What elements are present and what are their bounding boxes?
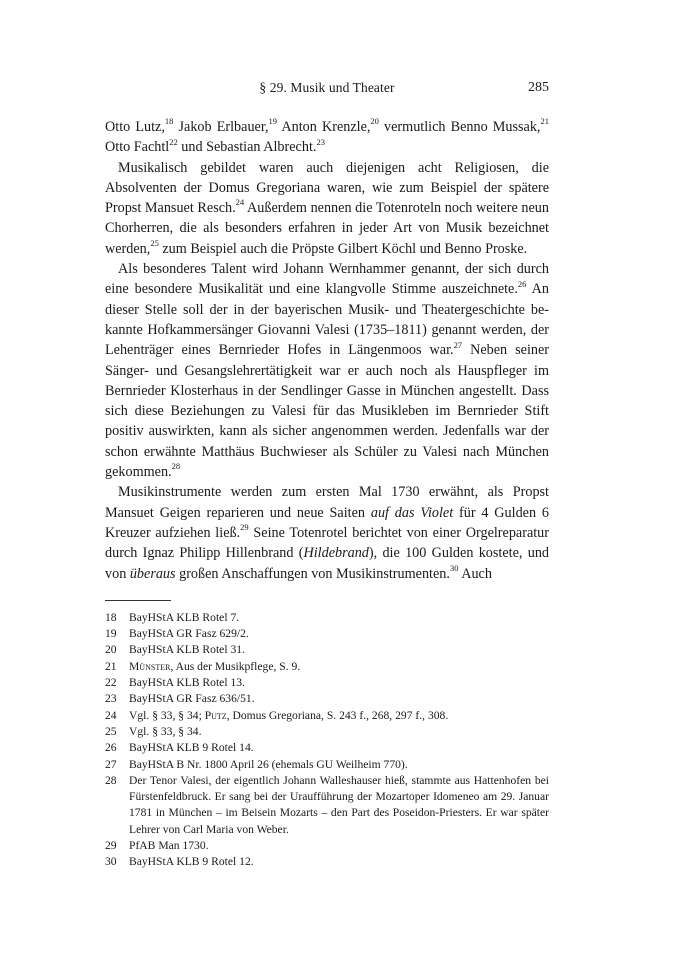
text-run: Jakob Erlbauer, [173, 119, 269, 135]
footnote-ref: 28 [171, 461, 181, 472]
footnote [105, 675, 549, 691]
footnote-number: 22 [105, 676, 117, 690]
footnote-number: 28 [105, 773, 117, 787]
footnote-text [129, 854, 549, 870]
text-run: BayHStA KLB 9 Rotel 14. [129, 741, 254, 755]
footnote [105, 691, 549, 707]
text-run: Seine Totenrotel berichtet von einer Orgelreparatur durch Ignaz Philipp Hillenbrand ( [105, 524, 549, 562]
footnote [105, 626, 549, 642]
footnote-number: 26 [105, 741, 117, 755]
text-run: PfAB Man 1730. [129, 838, 209, 852]
footnote [105, 659, 549, 675]
footnote-ref: 30 [449, 562, 459, 573]
footnote-number: 18 [105, 610, 117, 624]
footnote-number: 21 [105, 659, 117, 673]
footnote-text [129, 773, 549, 838]
footnote-separator [105, 600, 171, 601]
text-run: BayHStA GR Fasz 636/51. [129, 692, 255, 706]
footnote-ref: 19 [268, 116, 278, 127]
footnote-text [129, 757, 549, 773]
footnote [105, 838, 549, 854]
italic-text: überaus [129, 565, 176, 582]
text-run: großen Anschaffungen von Musikinstrumenten. [175, 565, 450, 582]
footnote-ref: 27 [453, 339, 463, 350]
footnote-ref: 29 [240, 522, 249, 533]
footnote-ref: 26 [517, 278, 527, 289]
text-run: BayHStA KLB Rotel 7. [129, 610, 240, 624]
footnote-ref: 24 [235, 197, 245, 208]
footnote-text [129, 675, 549, 691]
text-run: BayHStA KLB 9 Rotel 12. [129, 855, 254, 869]
text-run: Außerdem nennen die Totenroteln noch weitere neun Chorherren, die als besonders erfahren in jeder Art von Musik bezeichnet werden, [105, 200, 549, 257]
chapter-title: § 29. Musik und Theater [259, 80, 395, 95]
text-run: Der Tenor Valesi, der eigentlich Johann Walleshauser hieß, stammte aus Hattenhofen bei Fürstenfeldbruck. Er sang bei der Uraufführung der Mozartoper Idomeneo am 29. Januar 1781 in München – im Beisein Mozarts – den Part des Poseidon-Priesters. Er war später Lehrer von Carl Maria von Weber. [129, 773, 549, 836]
text-run: Vgl. § 33, § 34. [129, 724, 202, 738]
text-run: , Domus Gregoriana, S. 243 f., 268, 297 f., 308. [226, 708, 449, 722]
paragraph [105, 482, 549, 583]
footnote-text [129, 610, 549, 626]
text-run: Musikinstrumente werden zum ersten Mal 1730 erwähnt, als Propst Mansuet Geigen reparieren und neue Saiten [105, 484, 549, 521]
text-run: Vgl. § 33, § 34; [129, 708, 205, 722]
running-head [105, 80, 549, 104]
footnote-number: 23 [105, 692, 117, 706]
text-run: BayHStA KLB Rotel 31. [129, 643, 245, 657]
text-run: BayHStA B Nr. 1800 April 26 (ehemals GU Weilheim 770). [129, 757, 408, 771]
text-run: ), die 100 Gulden kostete, und von [105, 545, 550, 582]
footnote-text [129, 838, 549, 854]
footnote-text [129, 659, 549, 675]
footnote-ref: 23 [316, 136, 325, 147]
italic-text: auf das Violet [370, 504, 454, 521]
text-run: BayHStA GR Fasz 629/2. [129, 627, 249, 641]
body-text [105, 117, 549, 584]
text-run: Neben seiner Sänger- und Gesangslehrertätigkeit war er auch noch als Hauspfleger im Bernrieder Klosterhaus in der Sendlinger Gasse in München angestellt. Dass sich diese Beziehungen zu Valesi für das Musikleben im Bernrieder Stift positiv auswirkten, kann als sicher angenommen werden. Jedenfalls war der schon erwähnte Matthäus Buchwieser als Schüler zu Valesi nach München gekommen. [105, 342, 550, 481]
footnote [105, 610, 549, 626]
footnote-text [129, 708, 549, 724]
footnote-number: 25 [105, 724, 117, 738]
text-run: An dieser Stelle soll der in der bayerischen Musik- und Theatergeschichte bekannte Hofkammersänger Giovanni Valesi (1735–1811) genannt werden, der Lehenträger eines Bernrieder Hofes in Längenmoos war. [105, 281, 549, 359]
italic-text: Hildebrand [303, 545, 369, 562]
footnote [105, 757, 549, 773]
footnote [105, 642, 549, 658]
text-run: für 4 Gulden 6 Kreuzer aufziehen ließ. [105, 504, 549, 541]
footnote-text [129, 642, 549, 658]
footnote [105, 724, 549, 740]
footnote-ref: 25 [150, 238, 159, 249]
footnote-ref: 18 [164, 116, 174, 127]
paragraph [105, 158, 549, 259]
footnote-number: 20 [105, 643, 117, 657]
footnote [105, 740, 549, 756]
paragraph [105, 259, 549, 482]
text-run: vermutlich Benno Mussak, [378, 119, 541, 135]
footnotes [105, 610, 549, 871]
author-name: Putz [204, 708, 227, 722]
footnote-number: 24 [105, 708, 117, 722]
footnote-text [129, 691, 549, 707]
book-page [105, 80, 549, 871]
footnote [105, 773, 549, 838]
author-name: Münster [129, 659, 171, 673]
text-run: und Sebastian Albrecht. [177, 139, 317, 156]
text-run: Musikalisch gebildet waren auch diejenigen acht Religiosen, die Absolventen der Domus Gregoriana waren, wie zum Beispiel der spätere Propst Mansuet Resch. [105, 159, 549, 217]
footnote-ref: 20 [370, 116, 379, 127]
footnote [105, 708, 549, 724]
paragraph [105, 117, 549, 158]
text-run: Anton Krenzle, [277, 119, 371, 135]
footnote-number: 19 [105, 627, 117, 641]
text-run: Otto Fachtl [105, 139, 170, 156]
footnote-text [129, 724, 549, 740]
page-number: 285 [528, 80, 549, 95]
footnote-number: 29 [105, 838, 117, 852]
text-run: Otto Lutz, [105, 119, 165, 135]
text-run: , Aus der Musikpflege, S. 9. [170, 659, 301, 673]
footnote [105, 854, 549, 870]
text-run: BayHStA KLB Rotel 13. [129, 676, 245, 690]
footnote-ref: 22 [169, 136, 178, 147]
text-run: Als besonderes Talent wird Johann Wernhammer genannt, der sich durch eine besondere Musikalität und eine klangvolle Stimme auszeichnete. [105, 261, 549, 298]
footnote-number: 30 [105, 855, 117, 869]
footnote-ref: 21 [540, 116, 549, 127]
text-run: zum Beispiel auch die Pröpste Gilbert Köchl und Benno Proske. [158, 240, 528, 257]
footnote-text [129, 626, 549, 642]
text-run: Auch [458, 565, 492, 582]
footnote-number: 27 [105, 757, 117, 771]
footnote-text [129, 740, 549, 756]
